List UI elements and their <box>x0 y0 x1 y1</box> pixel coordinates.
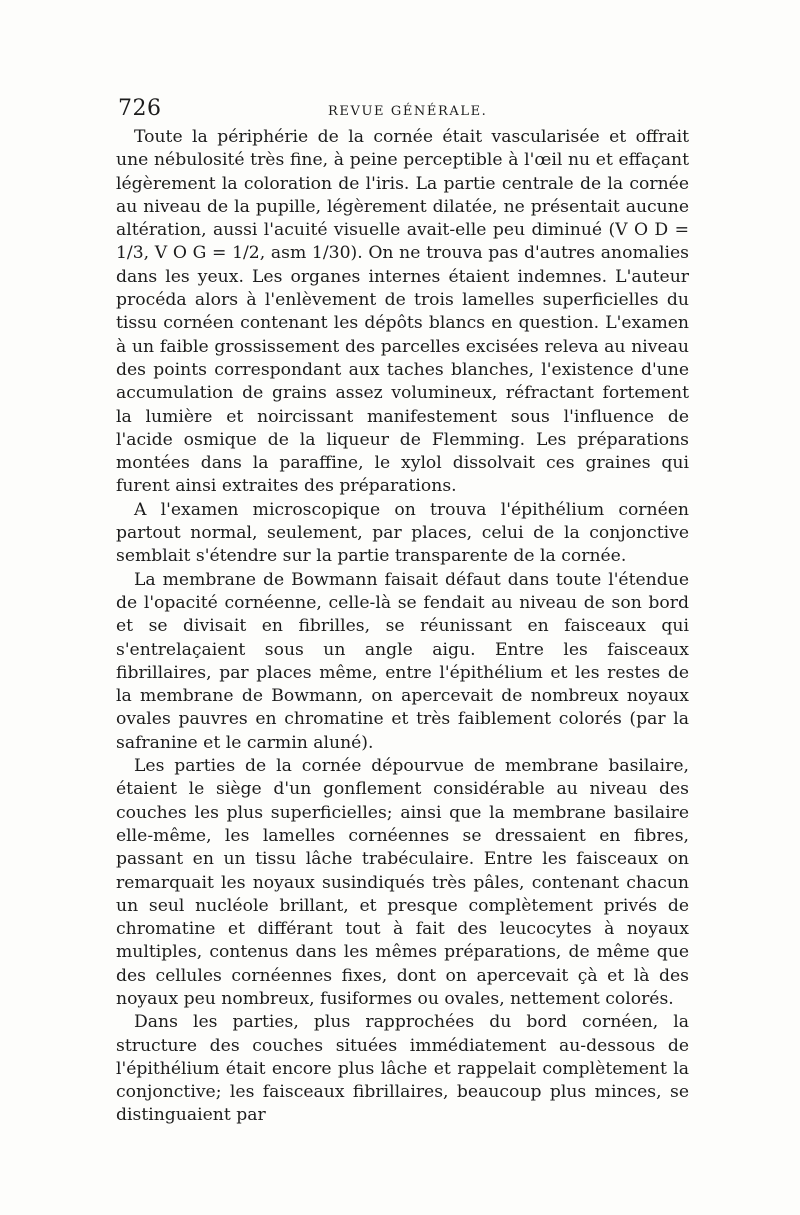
paragraph: A l'examen microscopique on trouva l'épithélium cornéen partout normal, seulement, par places, celui de la conjonctive semblait s'étendre sur la partie transparente de la cornée. <box>116 499 689 567</box>
page-number: 726 <box>118 96 162 121</box>
paragraph: Toute la périphérie de la cornée était vascularisée et offrait une nébulosité très fine, à peine perceptible à l'œil nu et effaçant légèrement la coloration de l'iris. La partie centrale de la cornée au niveau de la pupille, légèrement dilatée, ne présentait aucune altération, aussi l'acuité visuelle avait-elle peu diminué (V O D = 1/3, V O G = 1/2, asm 1/30). On ne trouva pas d'autres anomalies dans les yeux. Les organes internes étaient indemnes. L'auteur procéda alors à l'enlèvement de trois lamelles superficielles du tissu cornéen contenant les dépôts blancs en question. L'examen à un faible grossissement des parcelles excisées releva au niveau des points correspondant aux taches blanches, l'existence d'une accumulation de grains assez volumineux, réfractant fortement la lumière et noircissant manifestement sous l'influence de l'acide osmique de la liqueur de Flemming. Les préparations montées dans la paraffine, le xylol dissolvait ces graines qui furent ainsi extraites des préparations. <box>116 127 689 497</box>
paragraph: Les parties de la cornée dépourvue de membrane basilaire, étaient le siège d'un gonflement considérable au niveau des couches les plus superficielles; ainsi que la membrane basilaire elle-même, les lamelles cornéennes se dressaient en fibres, passant en un tissu lâche trabéculaire. Entre les faisceaux on remarquait les noyaux susindiqués très pâles, contenant chacun un seul nucléole brillant, et presque complètement privés de chromatine et différant tout à fait des leucocytes à noyaux multiples, contenus dans les mêmes préparations, de même que des cellules cornéennes fixes, dont on apercevait çà et là des noyaux peu nombreux, fusiformes ou ovales, nettement colorés. <box>116 756 689 1009</box>
page-header <box>118 96 688 126</box>
paragraph: La membrane de Bowmann faisait défaut dans toute l'étendue de l'opacité cornéenne, celle-là se fendait au niveau de son bord et se divisait en fibrilles, se réunissant en faisceaux qui s'entrelaçaient sous un angle aigu. Entre les faisceaux fibrillaires, par places même, entre l'épithélium et les restes de la membrane de Bowmann, on apercevait de nombreux noyaux ovales pauvres en chromatine et très faiblement colorés (par la safranine et le carmin aluné). <box>116 569 689 753</box>
body-text <box>116 126 689 1128</box>
running-head: REVUE GÉNÉRALE. <box>328 104 488 119</box>
paragraph: Dans les parties, plus rapprochées du bord cornéen, la structure des couches situées immédiatement au-dessous de l'épithélium était encore plus lâche et rappelait complètement la conjonctive; les faisceaux fibrillaires, beaucoup plus minces, se distinguaient par <box>116 1012 689 1126</box>
